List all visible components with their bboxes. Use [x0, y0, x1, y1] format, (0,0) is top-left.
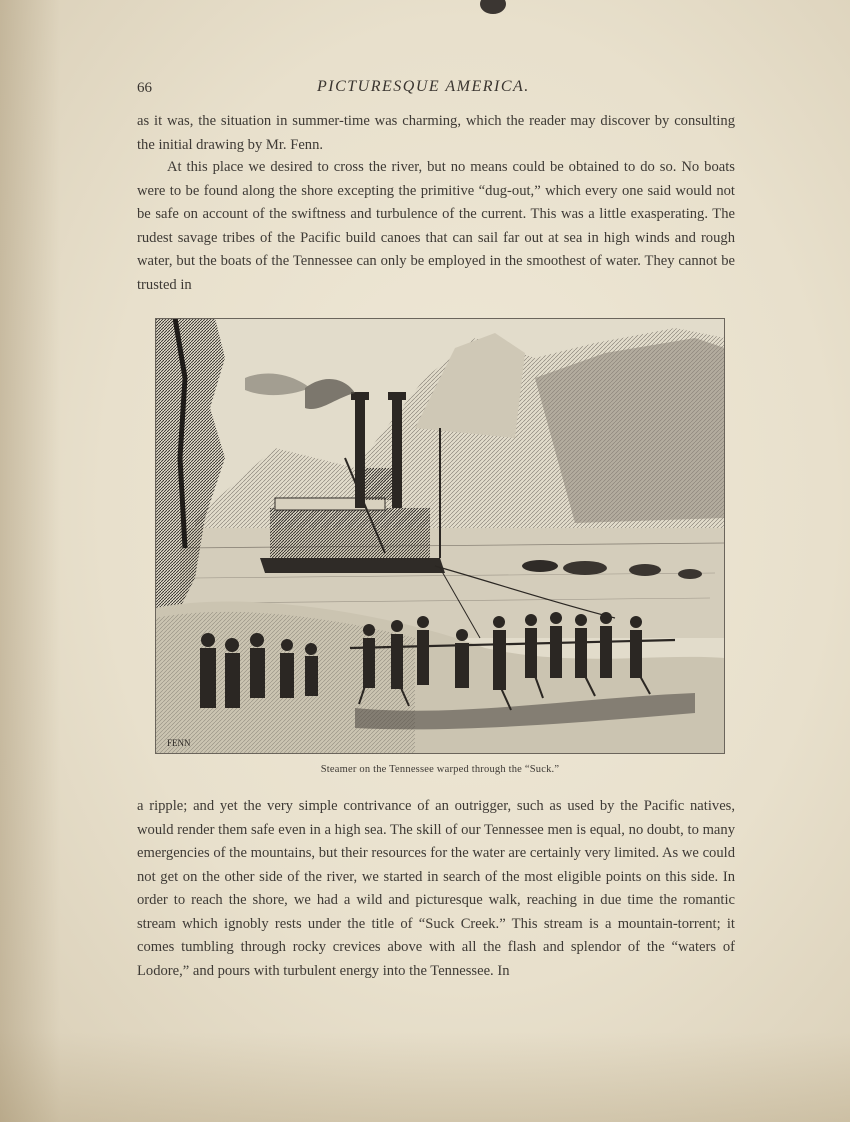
- paragraph-2: At this place we desired to cross the river, but no means could be obtained to do so. No boats were to be found along the shore excepting the primitive “dug-out,” which every one said would not be safe on account of the swiftness and turbulence of the current. This was a little exasperating. The rudest savage tribes of the Pacific build canoes that can sail far out at sea in high winds and rough water, but the boats of the Tennessee can only be employed in the smoothest of water. They cannot be trusted in: [137, 159, 735, 293]
- engraving-illustration: [155, 318, 725, 754]
- paper-shadow-left: [0, 0, 60, 1122]
- artist-signature: FENN: [167, 738, 191, 748]
- running-title: PICTURESQUE AMERICA.: [317, 78, 530, 95]
- page-header: [137, 78, 737, 102]
- paragraph-3: a ripple; and yet the very simple contrivance of an outrigger, such as used by the Pacific natives, would render them safe even in a high sea. The skill of our Tennessee men is equal, no doubt, to many emergencies of the mountains, but their resources for the water are certainly very limited. As we could not get on the other side of the river, we started in search of the most eligible points on this side. In order to reach the shore, we had a wild and picturesque walk, reaching in due time the romantic stream which ignobly rests under the title of “Suck Creek.” This stream is a mountain-torrent; it comes tumbling through rocky crevices above with all the flash and splendor of the “waters of Lodore,” and pours with turbulent energy into the Tennessee. In: [137, 798, 735, 979]
- engraving-art: [155, 318, 725, 754]
- page-number: 66: [137, 80, 152, 96]
- binding-hole: [480, 0, 506, 14]
- illustration-caption: Steamer on the Tennessee warped through the “Suck.”: [320, 764, 560, 775]
- paragraph-1: as it was, the situation in summer-time was charming, which the reader may discover by consulting the initial drawing by Mr. Fenn.: [137, 113, 735, 153]
- paper-shadow-bottom: [0, 1032, 850, 1122]
